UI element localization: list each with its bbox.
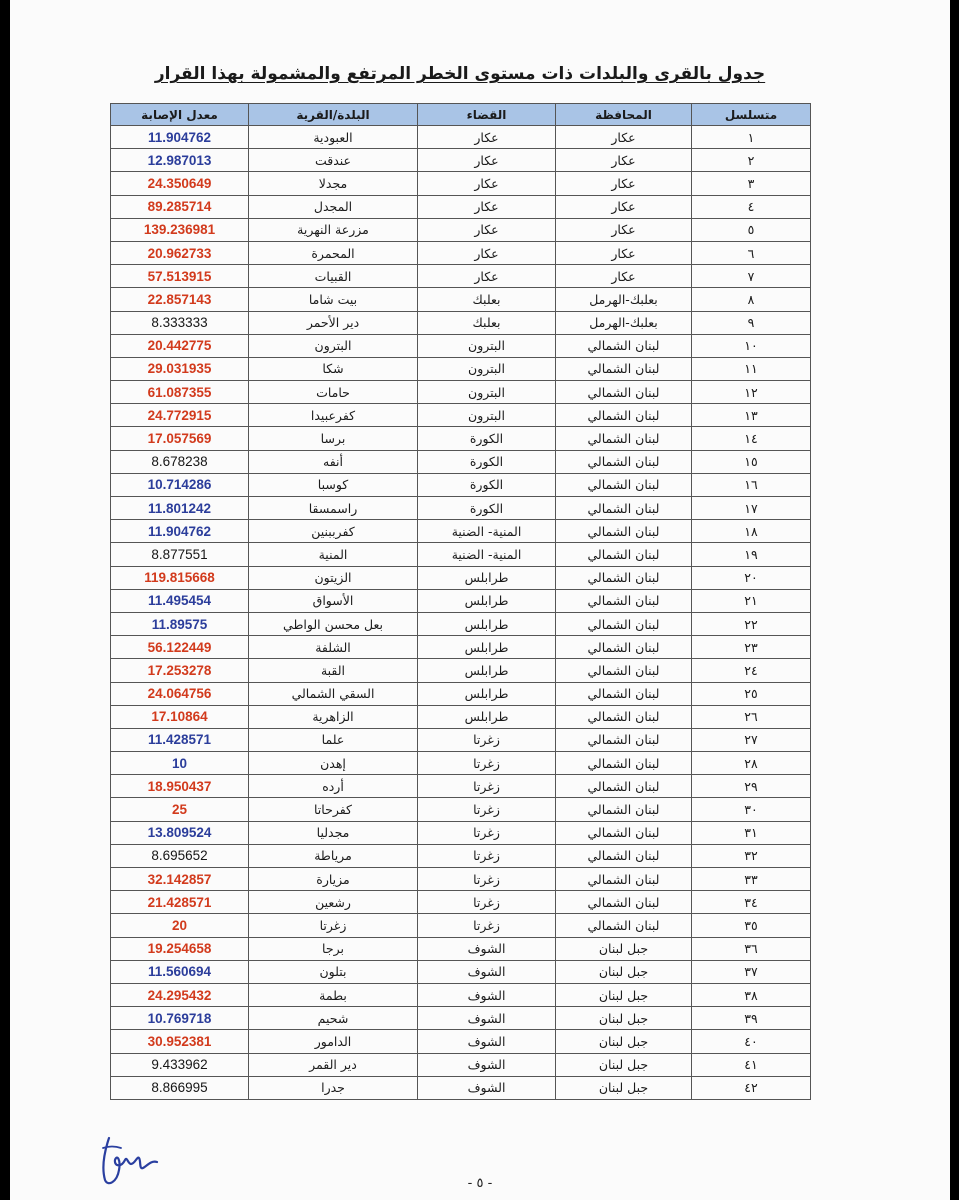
cell-governorate: عكار	[556, 126, 692, 149]
header-district: القضاء	[418, 104, 556, 126]
cell-rate: 89.285714	[111, 195, 249, 218]
cell-serial: ٢	[692, 149, 811, 172]
cell-rate: 25	[111, 798, 249, 821]
risk-table-container	[110, 103, 810, 1100]
table-row	[111, 427, 811, 450]
cell-rate: 8.877551	[111, 543, 249, 566]
cell-governorate: عكار	[556, 149, 692, 172]
cell-district: عكار	[418, 172, 556, 195]
cell-serial: ٦	[692, 241, 811, 264]
cell-district: عكار	[418, 241, 556, 264]
cell-town: شحيم	[249, 1007, 418, 1030]
cell-rate: 21.428571	[111, 891, 249, 914]
header-town: البلدة/القرية	[249, 104, 418, 126]
cell-town: كفرببنين	[249, 520, 418, 543]
cell-rate: 13.809524	[111, 821, 249, 844]
table-row	[111, 636, 811, 659]
table-row	[111, 265, 811, 288]
cell-governorate: جبل لبنان	[556, 1053, 692, 1076]
cell-town: الزيتون	[249, 566, 418, 589]
cell-governorate: لبنان الشمالي	[556, 473, 692, 496]
cell-governorate: لبنان الشمالي	[556, 914, 692, 937]
cell-district: الشوف	[418, 1007, 556, 1030]
cell-serial: ٢٥	[692, 682, 811, 705]
cell-town: دير القمر	[249, 1053, 418, 1076]
cell-governorate: لبنان الشمالي	[556, 404, 692, 427]
cell-district: الشوف	[418, 960, 556, 983]
table-row	[111, 126, 811, 149]
table-row	[111, 381, 811, 404]
cell-district: عكار	[418, 149, 556, 172]
cell-town: المجدل	[249, 195, 418, 218]
cell-district: عكار	[418, 126, 556, 149]
table-row	[111, 728, 811, 751]
cell-rate: 24.772915	[111, 404, 249, 427]
cell-serial: ٣٩	[692, 1007, 811, 1030]
table-row	[111, 404, 811, 427]
cell-serial: ٢١	[692, 589, 811, 612]
cell-governorate: لبنان الشمالي	[556, 357, 692, 380]
table-row	[111, 357, 811, 380]
cell-district: المنية- الضنية	[418, 543, 556, 566]
cell-district: الكورة	[418, 450, 556, 473]
cell-serial: ٣٦	[692, 937, 811, 960]
cell-governorate: لبنان الشمالي	[556, 821, 692, 844]
cell-serial: ٢٩	[692, 775, 811, 798]
cell-rate: 30.952381	[111, 1030, 249, 1053]
cell-serial: ١١	[692, 357, 811, 380]
cell-serial: ٣٤	[692, 891, 811, 914]
table-row	[111, 705, 811, 728]
cell-governorate: بعلبك-الهرمل	[556, 311, 692, 334]
cell-governorate: بعلبك-الهرمل	[556, 288, 692, 311]
cell-district: بعلبك	[418, 288, 556, 311]
cell-serial: ١٥	[692, 450, 811, 473]
cell-serial: ٨	[692, 288, 811, 311]
cell-rate: 11.495454	[111, 589, 249, 612]
cell-town: شكا	[249, 357, 418, 380]
table-row	[111, 473, 811, 496]
cell-rate: 24.064756	[111, 682, 249, 705]
cell-town: المنية	[249, 543, 418, 566]
cell-town: حامات	[249, 381, 418, 404]
cell-district: عكار	[418, 218, 556, 241]
cell-governorate: لبنان الشمالي	[556, 612, 692, 635]
cell-town: أرده	[249, 775, 418, 798]
cell-district: طرابلس	[418, 636, 556, 659]
cell-town: السقي الشمالي	[249, 682, 418, 705]
cell-rate: 11.904762	[111, 126, 249, 149]
cell-rate: 11.89575	[111, 612, 249, 635]
cell-town: الأسواق	[249, 589, 418, 612]
cell-serial: ٢٢	[692, 612, 811, 635]
cell-town: أنفه	[249, 450, 418, 473]
cell-governorate: لبنان الشمالي	[556, 497, 692, 520]
cell-town: كوسبا	[249, 473, 418, 496]
cell-governorate: لبنان الشمالي	[556, 427, 692, 450]
cell-town: مرياطة	[249, 844, 418, 867]
cell-district: زغرتا	[418, 752, 556, 775]
cell-governorate: جبل لبنان	[556, 1030, 692, 1053]
cell-serial: ١٧	[692, 497, 811, 520]
table-row	[111, 1053, 811, 1076]
cell-town: كفرحاتا	[249, 798, 418, 821]
cell-district: زغرتا	[418, 798, 556, 821]
cell-governorate: جبل لبنان	[556, 983, 692, 1006]
cell-serial: ٧	[692, 265, 811, 288]
cell-governorate: جبل لبنان	[556, 1007, 692, 1030]
cell-governorate: جبل لبنان	[556, 937, 692, 960]
cell-governorate: عكار	[556, 172, 692, 195]
cell-district: عكار	[418, 195, 556, 218]
cell-serial: ٤٢	[692, 1076, 811, 1099]
cell-district: الشوف	[418, 983, 556, 1006]
cell-rate: 10	[111, 752, 249, 775]
cell-governorate: جبل لبنان	[556, 960, 692, 983]
table-row	[111, 821, 811, 844]
cell-town: بتلون	[249, 960, 418, 983]
cell-serial: ٢٣	[692, 636, 811, 659]
cell-district: البترون	[418, 334, 556, 357]
table-row	[111, 659, 811, 682]
cell-rate: 8.695652	[111, 844, 249, 867]
table-row	[111, 983, 811, 1006]
cell-serial: ٢٦	[692, 705, 811, 728]
cell-serial: ١٨	[692, 520, 811, 543]
cell-governorate: عكار	[556, 195, 692, 218]
cell-serial: ٣٨	[692, 983, 811, 1006]
cell-district: الشوف	[418, 1053, 556, 1076]
cell-serial: ٥	[692, 218, 811, 241]
cell-governorate: لبنان الشمالي	[556, 682, 692, 705]
cell-governorate: لبنان الشمالي	[556, 891, 692, 914]
cell-rate: 61.087355	[111, 381, 249, 404]
table-header-row	[111, 104, 811, 126]
table-row	[111, 334, 811, 357]
cell-serial: ٣٧	[692, 960, 811, 983]
cell-district: طرابلس	[418, 705, 556, 728]
cell-rate: 8.333333	[111, 311, 249, 334]
cell-governorate: لبنان الشمالي	[556, 520, 692, 543]
cell-town: مجدليا	[249, 821, 418, 844]
signature-icon	[95, 1130, 165, 1190]
table-row	[111, 566, 811, 589]
cell-town: بطمة	[249, 983, 418, 1006]
cell-district: زغرتا	[418, 775, 556, 798]
cell-rate: 57.513915	[111, 265, 249, 288]
cell-town: رشعين	[249, 891, 418, 914]
cell-rate: 119.815668	[111, 566, 249, 589]
cell-district: زغرتا	[418, 821, 556, 844]
cell-governorate: لبنان الشمالي	[556, 450, 692, 473]
cell-district: الكورة	[418, 473, 556, 496]
cell-district: البترون	[418, 381, 556, 404]
table-row	[111, 1007, 811, 1030]
cell-serial: ١٢	[692, 381, 811, 404]
cell-rate: 10.714286	[111, 473, 249, 496]
cell-district: طرابلس	[418, 659, 556, 682]
cell-serial: ١٦	[692, 473, 811, 496]
cell-town: مجدلا	[249, 172, 418, 195]
cell-town: بيت شاما	[249, 288, 418, 311]
table-body	[111, 126, 811, 1100]
table-row	[111, 891, 811, 914]
cell-rate: 22.857143	[111, 288, 249, 311]
cell-rate: 20	[111, 914, 249, 937]
cell-town: الشلفة	[249, 636, 418, 659]
page-number: - ٥ -	[467, 1176, 493, 1191]
table-row	[111, 752, 811, 775]
cell-district: البترون	[418, 404, 556, 427]
cell-town: مزيارة	[249, 868, 418, 891]
cell-governorate: لبنان الشمالي	[556, 728, 692, 751]
cell-district: الشوف	[418, 937, 556, 960]
cell-district: زغرتا	[418, 728, 556, 751]
cell-district: بعلبك	[418, 311, 556, 334]
cell-serial: ١٣	[692, 404, 811, 427]
cell-town: البترون	[249, 334, 418, 357]
table-row	[111, 914, 811, 937]
cell-governorate: عكار	[556, 241, 692, 264]
cell-rate: 9.433962	[111, 1053, 249, 1076]
header-governorate: المحافظة	[556, 104, 692, 126]
cell-rate: 11.904762	[111, 520, 249, 543]
cell-serial: ٣١	[692, 821, 811, 844]
cell-town: الدامور	[249, 1030, 418, 1053]
cell-governorate: لبنان الشمالي	[556, 844, 692, 867]
table-row	[111, 241, 811, 264]
cell-governorate: لبنان الشمالي	[556, 775, 692, 798]
cell-governorate: جبل لبنان	[556, 1076, 692, 1099]
cell-serial: ٤١	[692, 1053, 811, 1076]
cell-rate: 11.428571	[111, 728, 249, 751]
table-row	[111, 682, 811, 705]
table-row	[111, 960, 811, 983]
cell-serial: ٣٣	[692, 868, 811, 891]
table-row	[111, 937, 811, 960]
cell-serial: ٣٥	[692, 914, 811, 937]
cell-governorate: عكار	[556, 265, 692, 288]
cell-serial: ٣	[692, 172, 811, 195]
header-serial: متسلسل	[692, 104, 811, 126]
cell-district: زغرتا	[418, 844, 556, 867]
cell-district: المنية- الضنية	[418, 520, 556, 543]
cell-rate: 19.254658	[111, 937, 249, 960]
cell-rate: 20.962733	[111, 241, 249, 264]
cell-rate: 11.560694	[111, 960, 249, 983]
cell-serial: ٤٠	[692, 1030, 811, 1053]
cell-town: القبيات	[249, 265, 418, 288]
cell-district: الشوف	[418, 1076, 556, 1099]
cell-serial: ٤	[692, 195, 811, 218]
table-row	[111, 798, 811, 821]
cell-governorate: لبنان الشمالي	[556, 636, 692, 659]
cell-serial: ٢٧	[692, 728, 811, 751]
cell-serial: ١٠	[692, 334, 811, 357]
table-row	[111, 775, 811, 798]
table-row	[111, 218, 811, 241]
table-row	[111, 543, 811, 566]
cell-serial: ١٤	[692, 427, 811, 450]
cell-town: زغرتا	[249, 914, 418, 937]
cell-serial: ٣٠	[692, 798, 811, 821]
table-row	[111, 450, 811, 473]
cell-district: طرابلس	[418, 589, 556, 612]
cell-rate: 17.253278	[111, 659, 249, 682]
table-row	[111, 612, 811, 635]
table-row	[111, 520, 811, 543]
table-row	[111, 868, 811, 891]
cell-town: القبة	[249, 659, 418, 682]
cell-serial: ٩	[692, 311, 811, 334]
cell-district: الشوف	[418, 1030, 556, 1053]
page-title: جدول بالقرى والبلدات ذات مستوى الخطر المرتفع والمشمولة بهذا القرار	[154, 64, 766, 84]
cell-serial: ٢٤	[692, 659, 811, 682]
risk-table	[110, 103, 811, 1100]
cell-governorate: لبنان الشمالي	[556, 334, 692, 357]
cell-town: علما	[249, 728, 418, 751]
cell-rate: 10.769718	[111, 1007, 249, 1030]
cell-town: دير الأحمر	[249, 311, 418, 334]
cell-district: الكورة	[418, 497, 556, 520]
cell-town: جدرا	[249, 1076, 418, 1099]
cell-serial: ٢٨	[692, 752, 811, 775]
cell-district: زغرتا	[418, 891, 556, 914]
table-row	[111, 311, 811, 334]
cell-town: المحمرة	[249, 241, 418, 264]
cell-district: طرابلس	[418, 612, 556, 635]
cell-rate: 18.950437	[111, 775, 249, 798]
cell-rate: 24.295432	[111, 983, 249, 1006]
cell-rate: 17.057569	[111, 427, 249, 450]
table-row	[111, 844, 811, 867]
cell-governorate: لبنان الشمالي	[556, 798, 692, 821]
table-row	[111, 149, 811, 172]
cell-town: عندقت	[249, 149, 418, 172]
table-row	[111, 1076, 811, 1099]
cell-rate: 56.122449	[111, 636, 249, 659]
cell-rate: 8.678238	[111, 450, 249, 473]
header-rate: معدل الإصابة	[111, 104, 249, 126]
cell-rate: 29.031935	[111, 357, 249, 380]
table-row	[111, 172, 811, 195]
cell-town: راسمسقا	[249, 497, 418, 520]
cell-serial: ٢٠	[692, 566, 811, 589]
cell-district: عكار	[418, 265, 556, 288]
cell-rate: 8.866995	[111, 1076, 249, 1099]
cell-town: مزرعة النهرية	[249, 218, 418, 241]
table-row	[111, 195, 811, 218]
cell-town: العبودية	[249, 126, 418, 149]
cell-district: زغرتا	[418, 914, 556, 937]
cell-governorate: لبنان الشمالي	[556, 543, 692, 566]
table-row	[111, 288, 811, 311]
cell-serial: ١٩	[692, 543, 811, 566]
cell-governorate: لبنان الشمالي	[556, 752, 692, 775]
cell-rate: 24.350649	[111, 172, 249, 195]
cell-serial: ١	[692, 126, 811, 149]
cell-district: طرابلس	[418, 566, 556, 589]
cell-rate: 32.142857	[111, 868, 249, 891]
cell-governorate: لبنان الشمالي	[556, 589, 692, 612]
cell-governorate: لبنان الشمالي	[556, 705, 692, 728]
cell-town: بعل محسن الواطي	[249, 612, 418, 635]
cell-town: إهدن	[249, 752, 418, 775]
cell-serial: ٣٢	[692, 844, 811, 867]
cell-district: البترون	[418, 357, 556, 380]
cell-governorate: عكار	[556, 218, 692, 241]
table-row	[111, 1030, 811, 1053]
cell-governorate: لبنان الشمالي	[556, 868, 692, 891]
table-row	[111, 497, 811, 520]
cell-town: الزاهرية	[249, 705, 418, 728]
cell-rate: 17.10864	[111, 705, 249, 728]
cell-district: طرابلس	[418, 682, 556, 705]
cell-town: برسا	[249, 427, 418, 450]
cell-governorate: لبنان الشمالي	[556, 659, 692, 682]
cell-governorate: لبنان الشمالي	[556, 566, 692, 589]
cell-rate: 139.236981	[111, 218, 249, 241]
cell-rate: 11.801242	[111, 497, 249, 520]
table-row	[111, 589, 811, 612]
cell-rate: 20.442775	[111, 334, 249, 357]
cell-district: زغرتا	[418, 868, 556, 891]
cell-district: الكورة	[418, 427, 556, 450]
cell-rate: 12.987013	[111, 149, 249, 172]
cell-town: برجا	[249, 937, 418, 960]
cell-governorate: لبنان الشمالي	[556, 381, 692, 404]
cell-town: كفرعبيدا	[249, 404, 418, 427]
